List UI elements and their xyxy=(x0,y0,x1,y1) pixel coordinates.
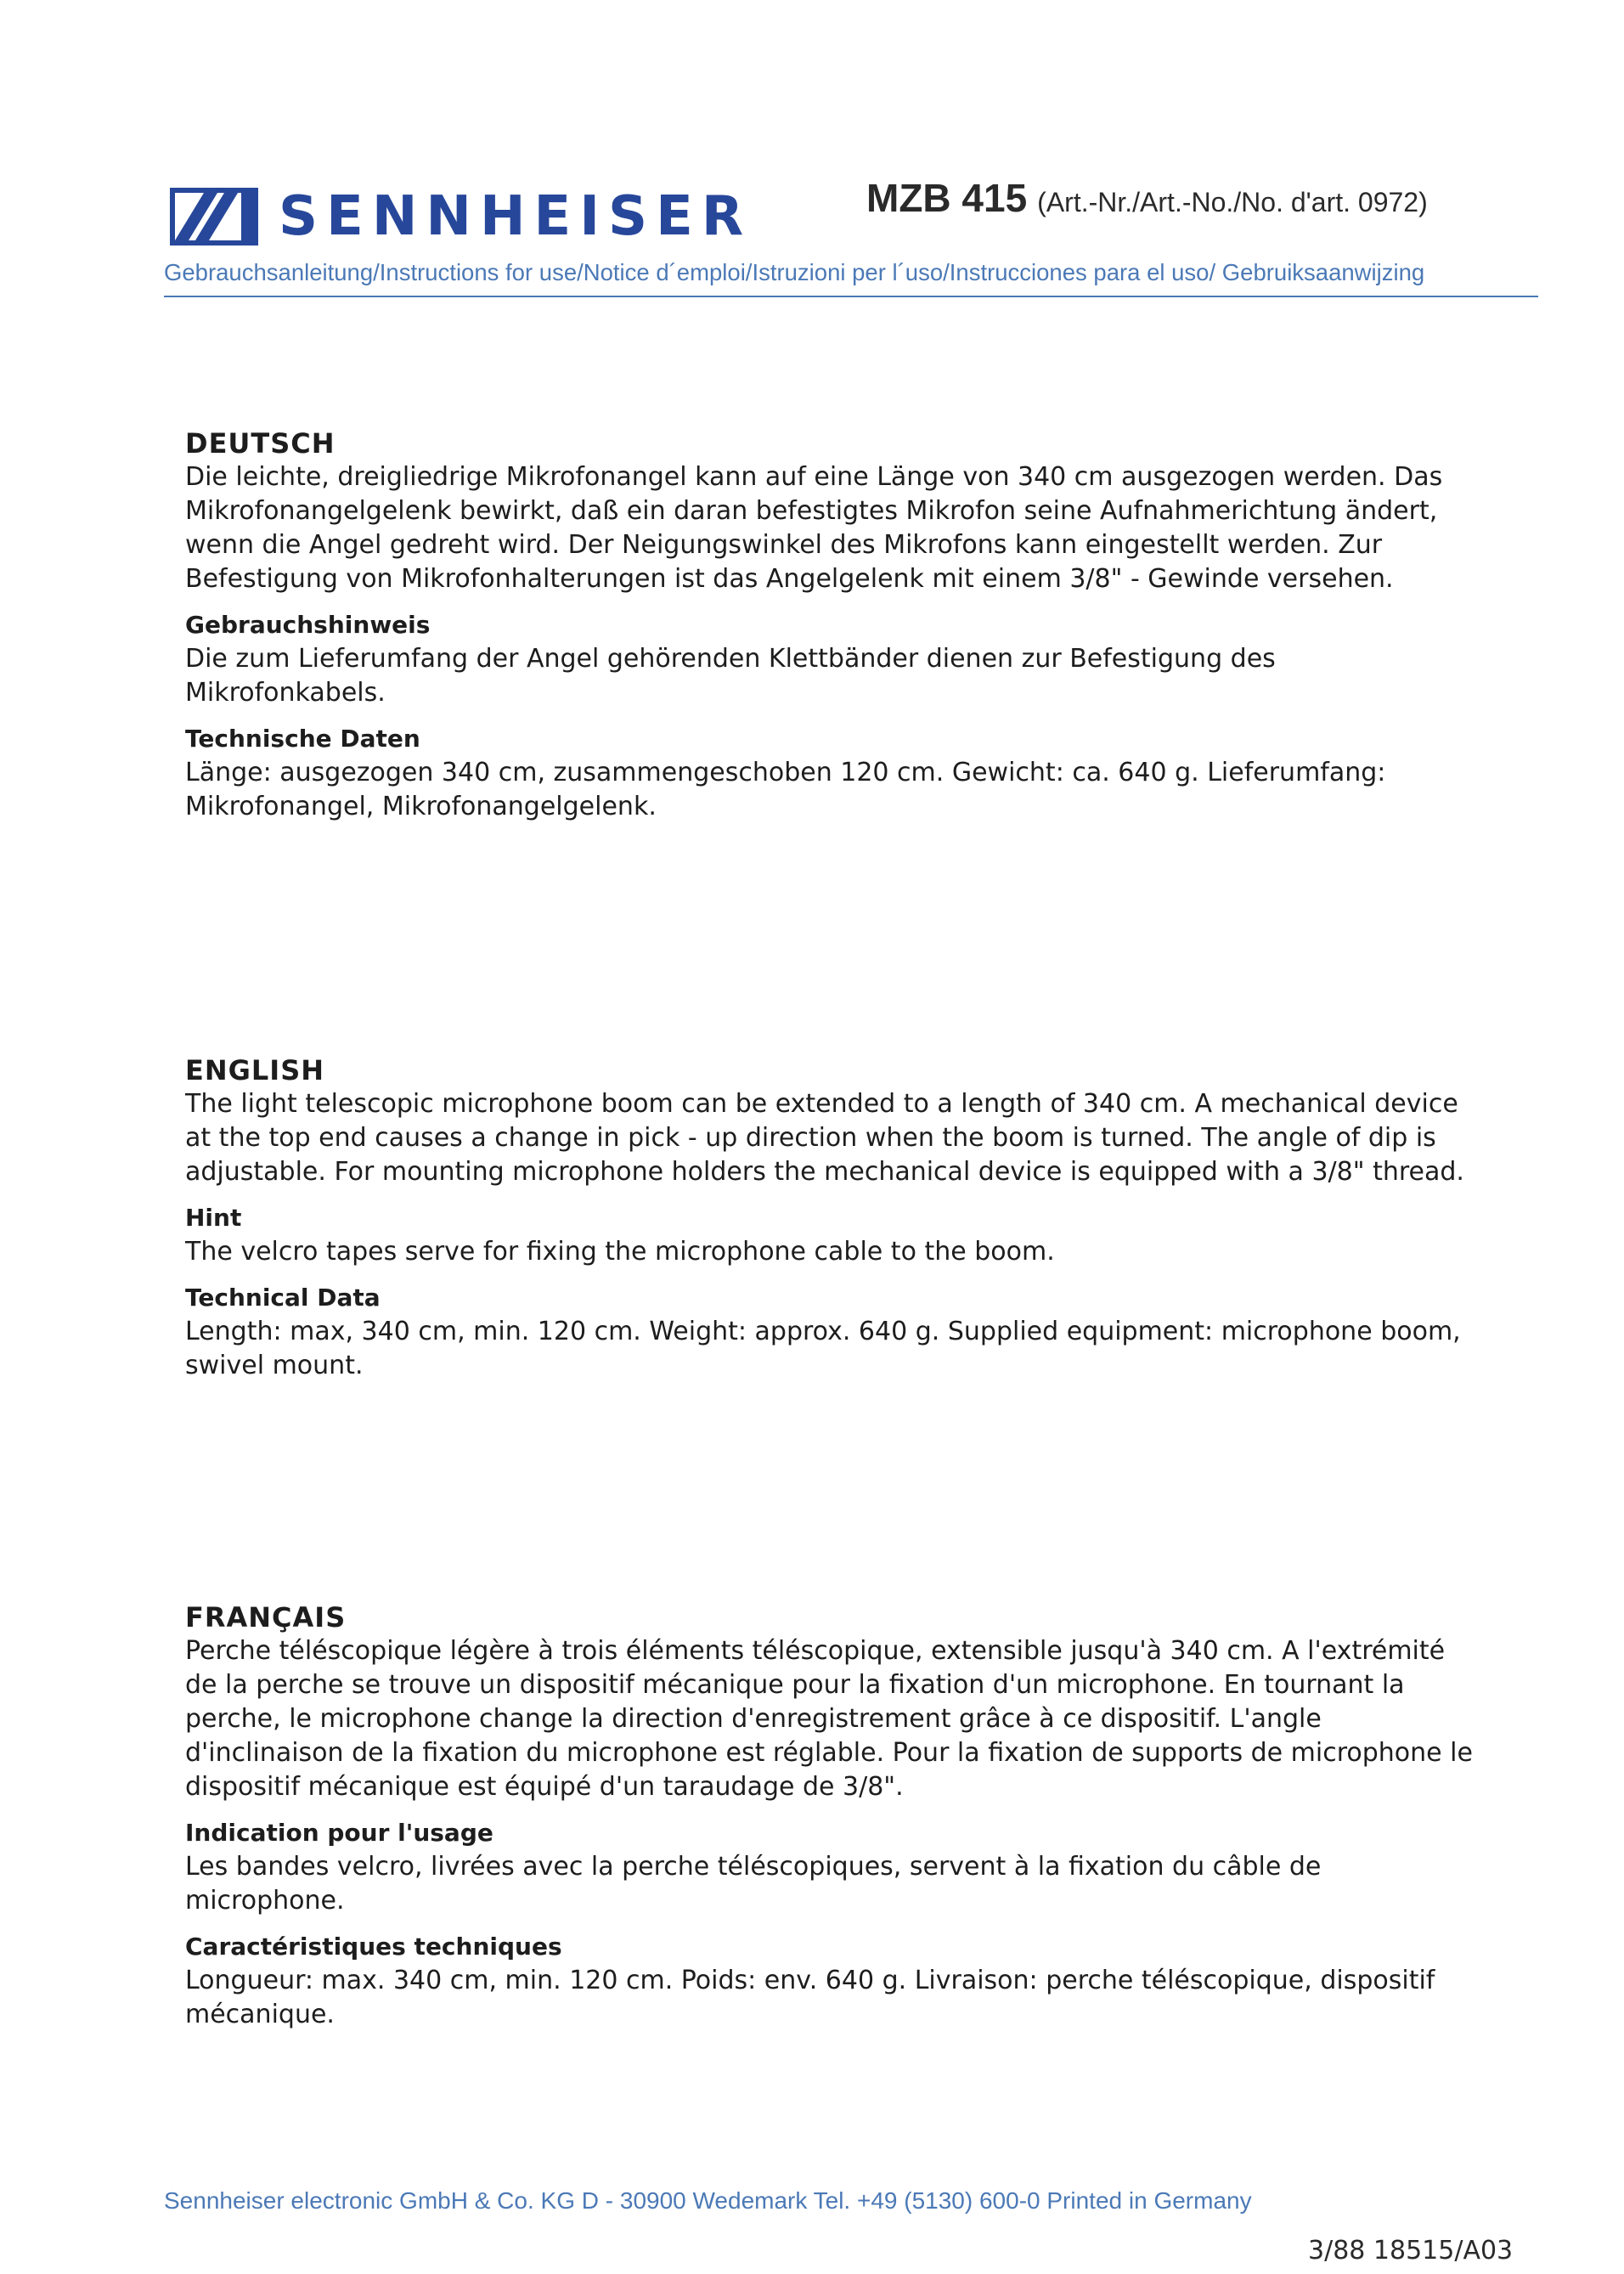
section-francais xyxy=(185,1600,1476,2032)
hint-paragraph: Die zum Lieferumfang der Angel gehörenden Klettbänder dienen zur Befestigung des Mikrofonkabels. xyxy=(185,644,1276,708)
hint-heading: Gebrauchshinweis xyxy=(185,611,431,639)
tech-heading: Caractéristiques techniques xyxy=(185,1933,562,1961)
tech-heading: Technical Data xyxy=(185,1284,381,1312)
hint-heading: Hint xyxy=(185,1204,242,1232)
hint-paragraph: The velcro tapes serve for fixing the microphone cable to the boom. xyxy=(185,1237,1055,1267)
document-reference: 3/88 18515/A03 xyxy=(1308,2236,1514,2266)
intro-paragraph: Perche téléscopique légère à trois éléments téléscopique, extensible jusqu'à 340 cm. A l'extrémité de la perche se trouve un dispositif mécanique pour la fixation d'un microphone. En tournant la perche, le microphone change la direction d'enregistrement grâce à ce dispositif. L'angle d'inclinaison de la fixation du microphone est réglable. Pour la fixation de supports de microphone le dispositif mécanique est équipé d'un taraudage de 3/8". xyxy=(185,1636,1473,1802)
brand-name: SENNHEISER xyxy=(279,185,753,248)
tech-paragraph: Length: max, 340 cm, min. 120 cm. Weight: approx. 640 g. Supplied equipment: microphone boom, swivel mount. xyxy=(185,1317,1461,1380)
intro-paragraph: The light telescopic microphone boom can be extended to a length of 340 cm. A mechanical device at the top end causes a change in pick - up direction when the boom is turned. The angle of dip is adjustable. For mounting microphone holders the mechanical device is equipped with a 3/8" thread. xyxy=(185,1089,1464,1187)
language-heading: FRANÇAIS xyxy=(185,1601,347,1634)
sennheiser-logo-icon xyxy=(170,188,258,245)
header-divider xyxy=(164,296,1538,297)
model-heading xyxy=(866,175,1428,221)
language-heading: DEUTSCH xyxy=(185,427,336,460)
brand-logo xyxy=(170,187,752,246)
tech-paragraph: Longueur: max. 340 cm, min. 120 cm. Poids: env. 640 g. Livraison: perche téléscopique, dispositif mécanique. xyxy=(185,1966,1435,2029)
hint-paragraph: Les bandes velcro, livrées avec la perche téléscopiques, servent à la fixation du câble de microphone. xyxy=(185,1852,1322,1916)
instructions-line: Gebrauchsanleitung/Instructions for use/Notice d´emploi/Istruzioni per l´uso/Instrucciones para el uso/ Gebruiksaanwijzing xyxy=(164,259,1425,285)
tech-heading: Technische Daten xyxy=(185,725,420,753)
company-footer: Sennheiser electronic GmbH & Co. KG D - 30900 Wedemark Tel. +49 (5130) 600-0 Printed in Germany xyxy=(164,2187,1252,2214)
model-name: MZB 415 xyxy=(866,176,1028,220)
section-deutsch xyxy=(185,426,1476,824)
tech-paragraph: Länge: ausgezogen 340 cm, zusammengeschoben 120 cm. Gewicht: ca. 640 g. Lieferumfang: Mikrofonangel, Mikrofonangelgelenk. xyxy=(185,758,1386,821)
section-english xyxy=(185,1053,1476,1383)
intro-paragraph: Die leichte, dreigliedrige Mikrofonangel kann auf eine Länge von 340 cm ausgezogen werden. Das Mikrofonangelgelenk bewirkt, daß ein daran befestigtes Mikrofon seine Aufnahmerichtung ändert, wenn die Angel gedreht wird. Der Neigungswinkel des Mikrofons kann eingestellt werden. Zur Befestigung von Mikrofonhalterungen ist das Angelgelenk mit einem 3/8" - Gewinde versehen. xyxy=(185,462,1443,594)
article-number: (Art.-Nr./Art.-No./No. d'art. 0972) xyxy=(1037,187,1428,217)
hint-heading: Indication pour l'usage xyxy=(185,1819,493,1847)
language-heading: ENGLISH xyxy=(185,1054,325,1086)
